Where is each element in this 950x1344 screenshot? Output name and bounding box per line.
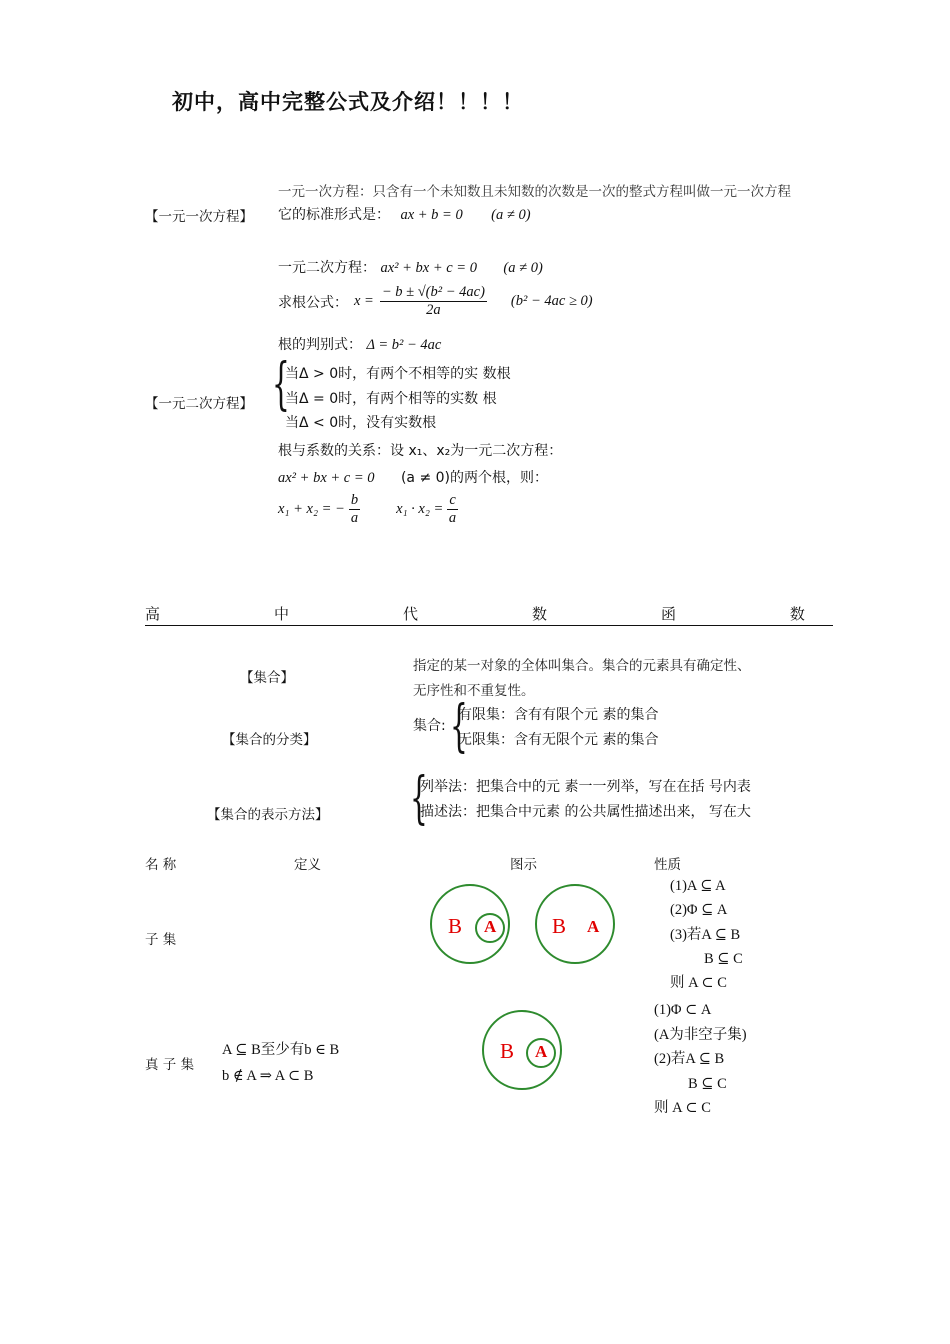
discriminant bbox=[278, 334, 441, 354]
quad-eq: ax² + bx + c = 0 bbox=[380, 260, 477, 276]
proper-properties bbox=[654, 998, 747, 1121]
proper-prop: (2)若A ⊆ B bbox=[654, 1051, 725, 1067]
class-prefix: 集合: bbox=[413, 718, 446, 734]
disc-eq: Δ = b² − 4ac bbox=[366, 337, 442, 353]
quad-prefix: 一元二次方程： bbox=[278, 260, 376, 276]
linear-equation-label: 【一元一次方程】 bbox=[145, 209, 253, 225]
set-representation-label: 【集合的表示方法】 bbox=[207, 807, 329, 823]
case-positive: 当Δ > 0时，有两个不相等的实 数根 bbox=[285, 366, 511, 382]
equal-set-circle bbox=[535, 884, 615, 964]
finite-set-item: 有限集：含有有限个元 素的集合 bbox=[458, 707, 659, 723]
quad-cond: (a ≠ 0) bbox=[503, 260, 543, 276]
linear-std-cond: (a ≠ 0) bbox=[491, 207, 531, 223]
subset-name: 子 集 bbox=[145, 932, 177, 948]
linear-standard-form bbox=[278, 204, 531, 224]
subset-prop: B ⊆ C bbox=[704, 950, 743, 967]
vieta-formulas bbox=[278, 492, 458, 527]
proper-prop: (1)Φ ⊂ A bbox=[654, 1002, 712, 1018]
class-brace: { bbox=[450, 694, 468, 759]
header-char: 函 bbox=[660, 605, 676, 623]
vieta-eq-tail: (a ≠ 0)的两个根，则： bbox=[400, 470, 549, 486]
root-numerator: − b ± √(b² − 4ac) bbox=[381, 284, 485, 300]
proper-prop: B ⊆ C bbox=[688, 1075, 727, 1092]
proper-prop: 则 A ⊂ C bbox=[654, 1100, 711, 1116]
infinite-set-item: 无限集：含有无限个元 素的集合 bbox=[458, 732, 659, 748]
subset-properties bbox=[670, 874, 743, 971]
proper-subset-definition bbox=[222, 1037, 339, 1089]
header-char: 高 bbox=[145, 605, 161, 623]
root-cond: (b² − 4ac ≥ 0) bbox=[510, 293, 593, 309]
col-header-diagram: 图示 bbox=[510, 857, 537, 873]
vieta-sum-den: a bbox=[350, 510, 359, 526]
vieta-sum-frac bbox=[349, 492, 360, 527]
class-items bbox=[458, 703, 658, 753]
root-fraction bbox=[380, 284, 487, 319]
root-lhs: x = bbox=[354, 293, 374, 309]
subset-prop: (3)若A ⊆ B bbox=[670, 926, 741, 943]
case-zero: 当Δ = 0时，有两个相等的实数 根 bbox=[285, 390, 497, 407]
equal-set-letter-a: A bbox=[587, 917, 600, 936]
vieta-equation bbox=[278, 467, 548, 487]
set-def-line-2: 无序性和不重复性。 bbox=[413, 683, 535, 699]
proper-inner-letter: A bbox=[535, 1042, 548, 1061]
proper-subset-name: 真 子 集 bbox=[145, 1057, 195, 1073]
linear-std-prefix: 它的标准形式是： bbox=[278, 207, 390, 223]
repr-brace: { bbox=[410, 766, 428, 831]
enumeration-method: 列举法：把集合中的元 素一一列举，写在在括 号内表 bbox=[420, 779, 751, 795]
vieta-prod-den: a bbox=[448, 510, 457, 526]
vieta-sum-lhs: x₁ + x₂ = − bbox=[278, 501, 345, 517]
description-method: 描述法：把集合中元素 的公共属性描述出来， 写在大 bbox=[420, 804, 751, 820]
subset-inner-letter: A bbox=[484, 917, 497, 936]
repr-items bbox=[420, 775, 782, 825]
set-label: 【集合】 bbox=[240, 670, 294, 686]
header-char: 代 bbox=[402, 605, 418, 623]
header-char: 数 bbox=[531, 605, 547, 623]
root-denominator: 2a bbox=[426, 302, 441, 318]
vieta-prod-frac bbox=[447, 492, 457, 527]
col-header-definition: 定义 bbox=[294, 857, 321, 873]
subset-prop: (1)A ⊆ A bbox=[670, 878, 726, 894]
subset-prop-conclusion: 则 A ⊂ C bbox=[670, 975, 727, 991]
quadratic-equation bbox=[278, 257, 543, 277]
page-title: 初中，高中完整公式及介绍！！！！ bbox=[172, 90, 524, 114]
discriminant-cases bbox=[285, 362, 511, 436]
header-char: 中 bbox=[273, 605, 289, 623]
col-header-properties: 性质 bbox=[654, 857, 681, 873]
set-def-line-1: 指定的某一对象的全体叫集合。集合的元素具有确定性、 bbox=[413, 658, 751, 674]
cases-brace: { bbox=[272, 352, 290, 417]
linear-std-eq: ax + b = 0 bbox=[400, 207, 463, 223]
linear-definition: 一元一次方程：只含有一个未知数且未知数的次数是一次的整式方程叫做一元一次方程 bbox=[278, 184, 791, 200]
header-char: 数 bbox=[789, 605, 805, 623]
root-formula bbox=[278, 284, 593, 319]
root-prefix: 求根公式： bbox=[278, 294, 348, 311]
vieta-eq: ax² + bx + c = 0 bbox=[278, 470, 375, 486]
vieta-prod-num: c bbox=[449, 492, 456, 508]
disc-prefix: 根的判别式： bbox=[278, 337, 362, 353]
vieta-sum-num: b bbox=[350, 492, 359, 508]
vieta-intro: 根与系数的关系：设 x₁、x₂为一元二次方程： bbox=[278, 443, 563, 459]
proper-def-line-1: A ⊆ B至少有b ∈ B bbox=[222, 1042, 340, 1058]
proper-def-line-2: b ∉ A ⇒ A ⊂ B bbox=[222, 1068, 314, 1084]
set-classification-label: 【集合的分类】 bbox=[222, 732, 317, 748]
col-header-name: 名 称 bbox=[145, 857, 177, 873]
equal-set-letter-b: B bbox=[552, 914, 567, 938]
section-header-algebra bbox=[145, 603, 805, 624]
section-divider bbox=[145, 625, 833, 626]
proper-prop: (A为非空子集) bbox=[654, 1026, 747, 1043]
subset-outer-letter: B bbox=[448, 914, 463, 938]
subset-prop: (2)Φ ⊆ A bbox=[670, 902, 728, 919]
proper-outer-letter: B bbox=[500, 1039, 515, 1063]
case-negative: 当Δ < 0时，没有实数根 bbox=[285, 415, 437, 431]
quadratic-label: 【一元二次方程】 bbox=[145, 396, 253, 412]
vieta-prod-lhs: x₁ · x₂ = bbox=[396, 501, 444, 517]
